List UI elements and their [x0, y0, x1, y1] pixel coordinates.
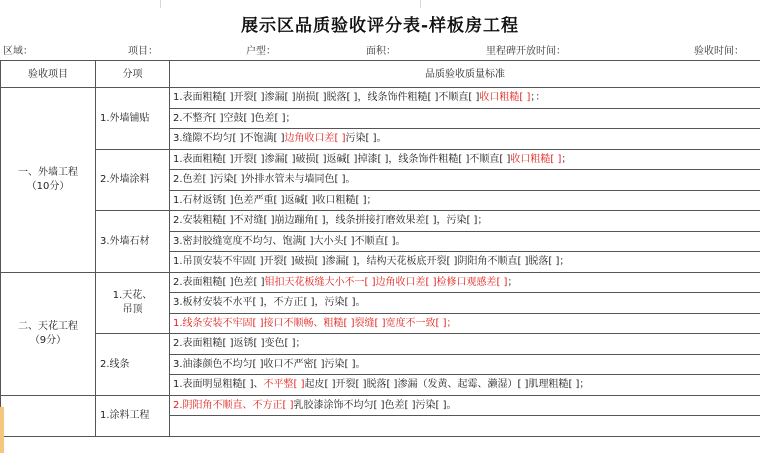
column-divider [160, 0, 161, 8]
project-label: 项目： [128, 46, 158, 57]
standard-cell[interactable]: 1.线条安装不牢固[ ]接口不顺畅、粗糙[ ]裂缝[ ]宽度不一致[ ]； [170, 313, 760, 334]
standard-cell[interactable]: 3.板材安装不水平[ ]，不方正[ ]，污染[ ]。 [170, 293, 760, 314]
column-divider [420, 0, 421, 8]
standard-cell[interactable]: 2.色差[ ]污染[ ]外排水管未与墙同色[ ]。 [170, 170, 760, 191]
standard-cell[interactable]: 2.不整齐[ ]空鼓[ ]色差[ ]； [170, 108, 760, 129]
sub-moulding[interactable]: 2.线条 [96, 334, 170, 396]
area-label: 区域： [3, 46, 33, 57]
section-points: （9分） [29, 334, 67, 346]
standard-cell[interactable]: 1.石材返锈[ ]色差严重[ ]返碱[ ]收口粗糙[ ]； [170, 190, 760, 211]
unit-type-label: 户型： [246, 46, 276, 57]
section-label: 二、天花工程 [18, 320, 78, 332]
info-row[interactable] [0, 38, 760, 60]
standard-cell[interactable]: 1.表面粗糙[ ]开裂[ ]渗漏[ ]崩损[ ]脱落[ ]，线条饰件粗糙[ ]不顺直[ ]收口粗糙[ ]；： [170, 88, 760, 109]
section-third[interactable] [1, 395, 96, 436]
standard-cell[interactable]: 2.阴阳角不顺直、不方正[ ]乳胶漆涂饰不均匀[ ]色差[ ]污染[ ]。 [170, 395, 760, 416]
sub-exterior-stone[interactable]: 3.外墙石材 [96, 211, 170, 273]
standard-cell[interactable]: 1.表面明显粗糙[ ]、不平整[ ]起皮[ ]开裂[ ]脱落[ ]渗漏（发黄、起霉、濑湿）[ ]肌理粗糙[ ]； [170, 375, 760, 396]
section-ceiling[interactable] [1, 272, 96, 395]
header-sub[interactable]: 分项 [96, 61, 170, 88]
standard-cell[interactable]: 3.密封胶缝宽度不均匀、饱满[ ]大小头[ ]不顺直[ ]。 [170, 231, 760, 252]
standard-cell[interactable] [170, 416, 760, 437]
standard-cell[interactable]: 2.表面粗糙[ ]返锈[ ]变色[ ]； [170, 334, 760, 355]
standard-cell[interactable]: 2.安装粗糙[ ]不对缝[ ]崩边蹦角[ ]，线条拼接打磨效果差[ ]，污染[ ]； [170, 211, 760, 232]
acceptance-label: 验收时间： [694, 46, 744, 57]
standard-cell[interactable]: 1.吊顶安装不牢固[ ]开裂[ ]破损[ ]渗漏[ ]，结构天花板底开裂[ ]阴阳角不顺直[ ]脱落[ ]； [170, 252, 760, 273]
header-item[interactable]: 验收项目 [1, 61, 96, 88]
table-header-row [1, 61, 760, 88]
sheet-title: 展示区品质验收评分表-样板房工程 [240, 15, 520, 36]
table-row [1, 272, 760, 293]
table-row [1, 211, 760, 232]
sub-ceiling[interactable]: 1.天花、 吊顶 [96, 272, 170, 334]
size-label: 面积： [366, 46, 396, 57]
standard-cell[interactable]: 1.表面粗糙[ ]开裂[ ]渗漏[ ]破损[ ]返碱[ ]掉漆[ ]，线条饰件粗糙[ ]不顺直[ ]收口粗糙[ ]； [170, 149, 760, 170]
sub-paint-works[interactable]: 1.涂料工程 [96, 395, 170, 436]
row-selection-marker [0, 407, 4, 453]
milestone-label: 里程碑开放时间： [486, 46, 566, 57]
table-row [1, 395, 760, 416]
standard-cell[interactable]: 3.油漆颜色不均匀[ ]收口不严密[ ]污染[ ]。 [170, 354, 760, 375]
standard-cell[interactable]: 3.缝隙不均匀[ ]不饱满[ ]边角收口差[ ]污染[ ]。 [170, 129, 760, 150]
section-exterior-wall[interactable] [1, 88, 96, 273]
acceptance-table [0, 60, 760, 437]
section-label: 一、外墙工程 [18, 166, 78, 178]
standard-cell[interactable]: 2.表面粗糙[ ]色差[ ]钼扣天花板缝大小不一[ ]边角收口差[ ]检修口观感差[ ]； [170, 272, 760, 293]
table-row [1, 88, 760, 109]
sub-exterior-paint[interactable]: 2.外墙涂料 [96, 149, 170, 211]
title-row[interactable] [0, 8, 760, 38]
table-row [1, 149, 760, 170]
header-standard[interactable]: 品质验收质量标准 [170, 61, 760, 88]
sub-exterior-tiling[interactable]: 1.外墙铺贴 [96, 88, 170, 150]
section-points: （10分） [26, 180, 70, 192]
table-row [1, 334, 760, 355]
